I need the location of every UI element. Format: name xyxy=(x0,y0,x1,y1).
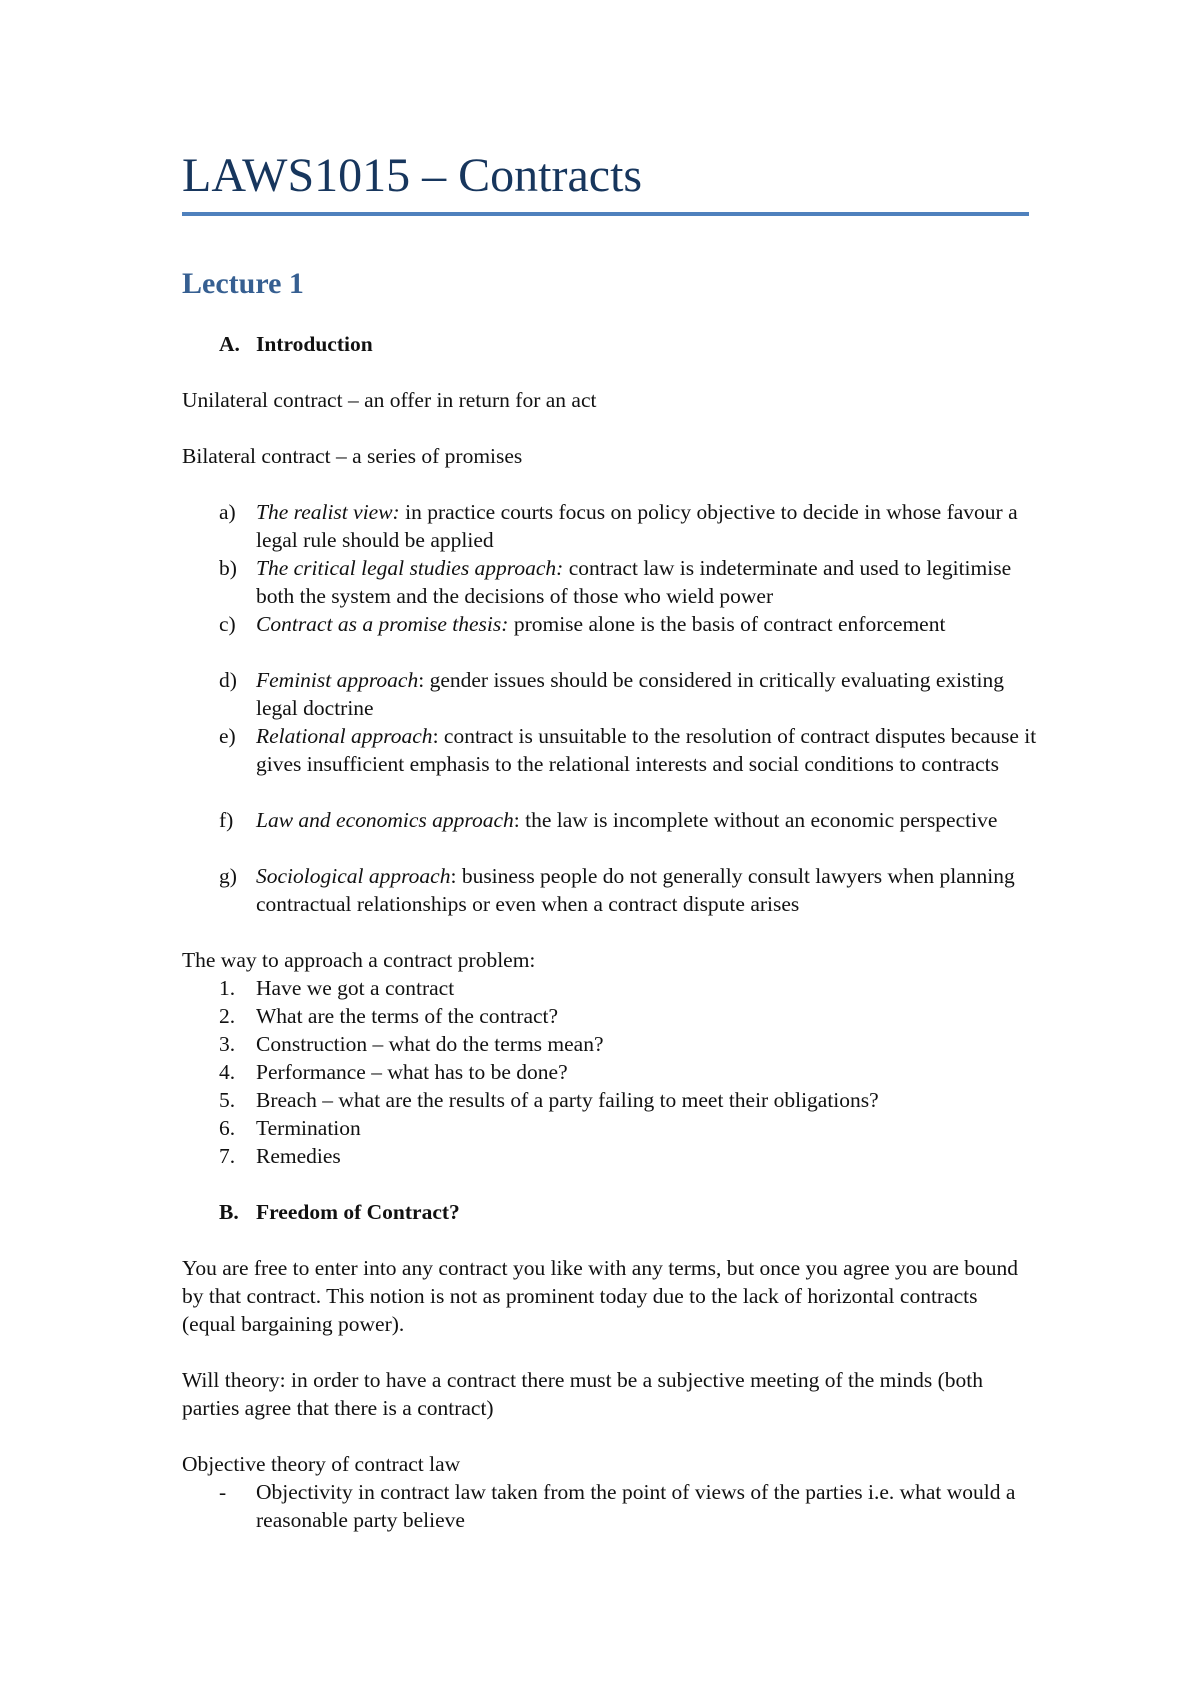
list-marker: 3. xyxy=(219,1032,236,1056)
list-marker: e) xyxy=(219,724,236,748)
approach-term: Sociological approach xyxy=(256,864,451,888)
list-marker: 7. xyxy=(219,1144,236,1168)
section-marker: A. xyxy=(219,332,240,356)
list-item xyxy=(219,610,1039,638)
list-item xyxy=(219,666,1039,722)
approach-term: Law and economics approach xyxy=(256,808,514,832)
approach-term: The realist view: xyxy=(256,500,400,524)
lecture-heading: Lecture 1 xyxy=(182,267,304,300)
list-marker: g) xyxy=(219,864,237,888)
list-item xyxy=(219,862,1039,918)
list-item xyxy=(219,1142,1039,1170)
list-item xyxy=(219,1114,1039,1142)
step-text: Have we got a contract xyxy=(256,976,455,1000)
approach-text: contract law is indeterminate and used to legitimise both the system and the decisions of those who wield power xyxy=(256,556,1012,608)
list-item xyxy=(219,1058,1039,1086)
list-marker: 1. xyxy=(219,976,236,1000)
list-marker: d) xyxy=(219,668,237,692)
approach-term: Feminist approach xyxy=(256,668,419,692)
approach-intro: The way to approach a contract problem: xyxy=(182,948,536,972)
will-theory-paragraph: Will theory: in order to have a contract there must be a subjective meeting of the minds (both parties agree that there is a contract) xyxy=(182,1368,983,1420)
approach-text: promise alone is the basis of contract enforcement xyxy=(508,612,946,636)
list-marker: - xyxy=(219,1480,227,1504)
objective-point-text: Objectivity in contract law taken from the point of views of the parties i.e. what would a reasonable party believe xyxy=(256,1480,1016,1532)
title-underline xyxy=(182,212,1029,216)
step-text: Termination xyxy=(256,1116,361,1140)
approach-term: Contract as a promise thesis: xyxy=(256,612,509,636)
approach-text: : business people do not generally consult lawyers when planning contractual relationships or even when a contract dispute arises xyxy=(256,864,1015,916)
section-title: Freedom of Contract? xyxy=(256,1200,460,1224)
approach-text: : gender issues should be considered in critically evaluating existing legal doctrine xyxy=(256,668,1004,720)
approach-term: Relational approach xyxy=(256,724,433,748)
approach-text: : contract is unsuitable to the resolution of contract disputes because it gives insufficient emphasis to the relational interests and social conditions to contracts xyxy=(256,724,1037,776)
objective-theory-heading: Objective theory of contract law xyxy=(182,1452,461,1476)
list-marker: 6. xyxy=(219,1116,236,1140)
section-marker: B. xyxy=(219,1200,239,1224)
freedom-paragraph: You are free to enter into any contract you like with any terms, but once you agree you are bound by that contract. This notion is not as prominent today due to the lack of horizontal contracts (equal bargaining power). xyxy=(182,1256,1019,1336)
list-marker: 5. xyxy=(219,1088,236,1112)
list-item xyxy=(219,974,1039,1002)
unilateral-definition: Unilateral contract – an offer in return for an act xyxy=(182,388,597,412)
list-item xyxy=(219,1478,1039,1534)
list-marker: a) xyxy=(219,500,236,524)
list-item xyxy=(219,554,1039,610)
section-title: Introduction xyxy=(256,332,373,356)
list-item xyxy=(219,1030,1039,1058)
list-marker: c) xyxy=(219,612,236,636)
list-marker: b) xyxy=(219,556,237,580)
step-text: Remedies xyxy=(256,1144,341,1168)
step-text: Breach – what are the results of a party failing to meet their obligations? xyxy=(256,1088,879,1112)
list-item xyxy=(219,806,1039,834)
approach-text: in practice courts focus on policy objective to decide in whose favour a legal rule should be applied xyxy=(256,500,1018,552)
list-marker: f) xyxy=(219,808,234,832)
list-item xyxy=(219,498,1039,554)
step-text: What are the terms of the contract? xyxy=(256,1004,559,1028)
bilateral-definition: Bilateral contract – a series of promises xyxy=(182,444,523,468)
step-text: Construction – what do the terms mean? xyxy=(256,1032,604,1056)
approach-text: : the law is incomplete without an economic perspective xyxy=(513,808,998,832)
document-title: LAWS1015 – Contracts xyxy=(182,149,643,202)
list-item xyxy=(219,1086,1039,1114)
list-item xyxy=(219,1002,1039,1030)
approach-term: The critical legal studies approach: xyxy=(256,556,564,580)
list-marker: 4. xyxy=(219,1060,236,1084)
list-item xyxy=(219,722,1039,778)
list-marker: 2. xyxy=(219,1004,236,1028)
step-text: Performance – what has to be done? xyxy=(256,1060,568,1084)
